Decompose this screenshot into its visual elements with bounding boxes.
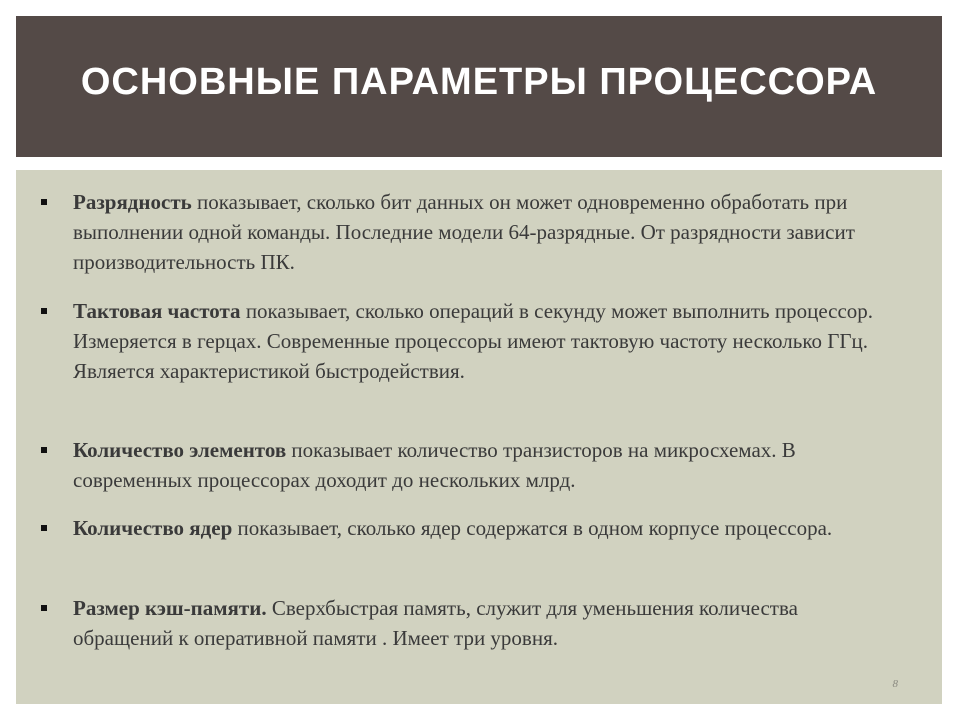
bullet-term: Количество ядер — [73, 516, 233, 540]
bullet-description: Сверхбыстрая память, служит для уменьшения количества обращений к оперативной памяти . Имеет три уровня. — [73, 596, 798, 650]
bullet-term: Тактовая частота — [73, 299, 241, 323]
slide-title: ОСНОВНЫЕ ПАРАМЕТРЫ ПРОЦЕССОРА — [80, 61, 878, 103]
bullet-term: Разрядность — [73, 190, 198, 214]
square-bullet-icon — [41, 308, 47, 314]
bullet-term: Количество элементов — [73, 438, 287, 462]
square-bullet-icon — [41, 199, 47, 205]
bullet-text — [73, 513, 891, 543]
content-panel — [16, 170, 942, 704]
title-bar — [16, 16, 942, 157]
bullet-text — [73, 593, 891, 653]
bullet-cache-size — [41, 593, 891, 653]
bullet-term: Размер кэш-памяти. — [73, 596, 267, 620]
bullet-text — [73, 187, 891, 277]
bullet-description: показывает, сколько бит данных он может одновременно обработать при выполнении одной команды. Последние модели 64-разрядные. От разрядности зависит производительность ПК. — [73, 190, 855, 274]
bullet-text — [73, 296, 891, 386]
bullet-description: показывает, сколько ядер содержатся в одном корпусе процессора. — [232, 516, 833, 540]
bullet-core-count — [41, 513, 891, 543]
page-number: 8 — [892, 678, 898, 690]
bullet-element-count — [41, 435, 891, 495]
bullet-bit-depth — [41, 187, 891, 277]
square-bullet-icon — [41, 447, 47, 453]
square-bullet-icon — [41, 605, 47, 611]
bullet-description: показывает количество транзисторов на микросхемах. В современных процессорах доходит до нескольких млрд. — [73, 438, 796, 492]
bullet-description: показывает, сколько операций в секунду может выполнить процессор. Измеряется в герцах. Современные процессоры имеют тактовую частоту несколько ГГц. Является характеристикой быстродействия. — [73, 299, 874, 383]
bullet-clock-speed — [41, 296, 891, 386]
square-bullet-icon — [41, 525, 47, 531]
bullet-text — [73, 435, 891, 495]
